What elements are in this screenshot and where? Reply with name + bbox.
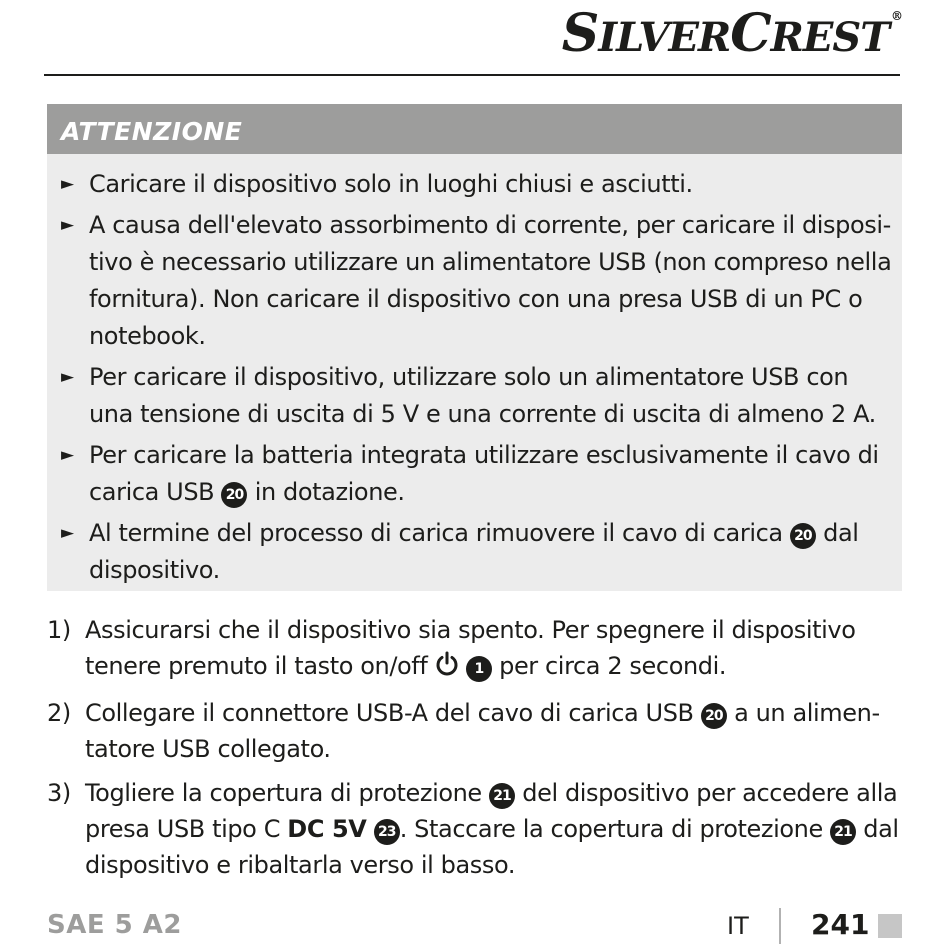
part-ref-badge: 1 [466,656,492,682]
part-ref-badge: 20 [221,482,247,508]
step-item [47,612,907,687]
warning-item-text: Caricare il dispositivo solo in luoghi chiusi e asciutti. [89,170,693,198]
warning-item-text: Per caricare la batteria integrata utilizzare esclusivamente il cavo di carica USB [89,441,879,506]
part-ref-badge: 23 [374,819,400,845]
model-number: SAE 5 A2 [47,910,183,940]
step-text: per circa 2 secondi. [491,652,727,680]
part-ref-badge: 21 [830,819,856,845]
warning-item-text: dal dispositivo. [89,519,859,584]
footer-divider [779,908,781,944]
part-ref-badge: 21 [489,783,515,809]
language-code: IT [727,912,749,940]
arrow-right-triangle-icon: ► [61,174,74,194]
page-marker-square [878,914,902,938]
power-icon [435,651,459,687]
arrow-right-triangle-icon: ► [61,367,74,387]
arrow-right-triangle-icon: ► [61,215,74,235]
header-rule [44,74,900,76]
warning-item [61,515,894,589]
arrow-right-triangle-icon: ► [61,445,74,465]
step-text: del dispositivo per accedere alla presa USB tipo C [85,779,898,843]
warning-heading: ATTENZIONE [47,104,902,154]
warning-item-text: Per caricare il dispositivo, utilizzare solo un alimentatore USB con una tensione di uscita di 5 V e una corrente di uscita di almeno 2 A. [89,363,876,428]
step-item [47,695,907,767]
step-text: Assicurarsi che il dispositivo sia spento. Per spegnere il dispositivo tenere premuto il tasto on/off [85,616,856,680]
step-number: 3) [47,779,71,807]
step-item [47,775,907,883]
silvercrest-logo: SILVERCREST ® [561,3,902,64]
warning-item-text: in dotazione. [247,478,405,506]
warning-list [47,154,902,589]
step-text: a un alimen-tatore USB collegato. [85,699,880,763]
step-number: 1) [47,616,71,644]
port-label: DC 5V [287,815,367,843]
part-ref-badge: 20 [701,703,727,729]
warning-item [61,359,894,433]
step-text: dal dispositivo e ribaltarla verso il basso. [85,815,899,879]
warning-item-text: A causa dell'elevato assorbimento di corrente, per caricare il disposi-tivo è necessario utilizzare un alimentatore USB (non compreso nella fornitura). Non caricare il dispositivo con una presa USB di un PC o notebook. [89,211,892,350]
warning-item [61,207,894,355]
step-text [366,815,373,843]
step-text: . Staccare la copertura di protezione [399,815,831,843]
part-ref-badge: 20 [790,523,816,549]
warning-item [61,437,894,511]
warning-item [61,166,894,203]
instruction-steps [47,612,907,891]
warning-item-text: Al termine del processo di carica rimuovere il cavo di carica [89,519,790,547]
step-text: Collegare il connettore USB-A del cavo di carica USB [85,699,701,727]
page-number: 241 [811,908,870,941]
registered-mark: ® [891,9,902,23]
step-text: Togliere la copertura di protezione [85,779,490,807]
arrow-right-triangle-icon: ► [61,523,74,543]
warning-box [47,104,902,591]
step-number: 2) [47,699,71,727]
